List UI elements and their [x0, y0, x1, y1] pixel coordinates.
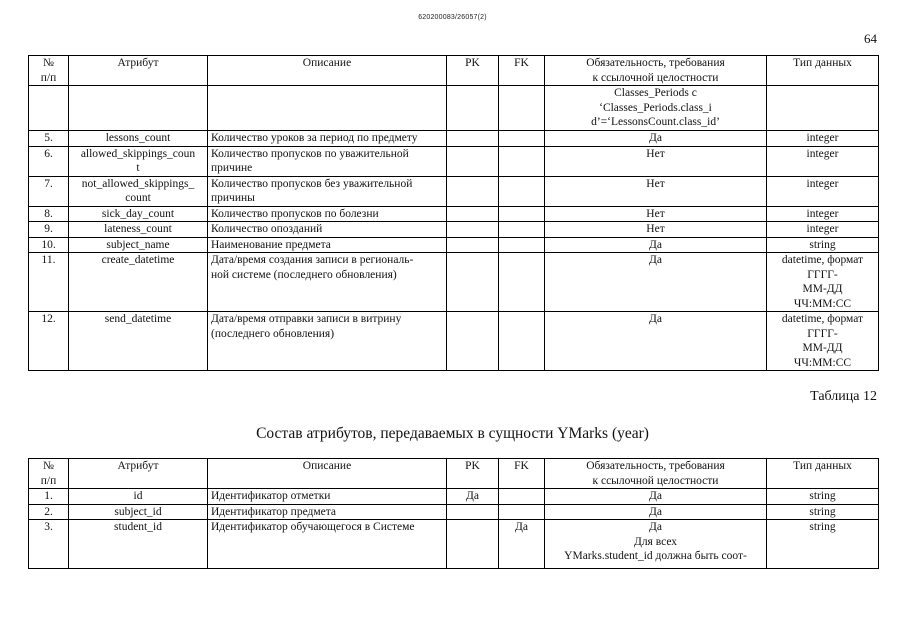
data-type: integer	[767, 131, 879, 147]
fk-cell	[499, 312, 545, 371]
header-attribute: Атрибут	[69, 56, 208, 86]
table-row	[29, 131, 879, 147]
required-cell: Да	[545, 504, 767, 520]
header-pk: PK	[447, 56, 499, 86]
pk-cell	[447, 176, 499, 206]
table-row	[29, 146, 879, 176]
fk-cell	[499, 206, 545, 222]
table-caption: Состав атрибутов, передаваемых в сущности YMarks (year)	[256, 425, 649, 442]
row-number: 2.	[29, 504, 69, 520]
fk-cell	[499, 222, 545, 238]
row-number: 1.	[29, 489, 69, 505]
fk-cell	[499, 131, 545, 147]
header-attribute: Атрибут	[69, 459, 208, 489]
fk-cell: Да	[499, 520, 545, 569]
pk-cell	[447, 206, 499, 222]
data-type: string	[767, 237, 879, 253]
required-cell: Да Для всех YMarks.student_id должна быть соот-	[545, 520, 767, 569]
attribute-name: not_allowed_skippings_ count	[69, 176, 208, 206]
attribute-description: Дата/время создания записи в региональ- ной системе (последнего обновления)	[208, 253, 447, 312]
required-cell: Нет	[545, 146, 767, 176]
row-number: 10.	[29, 237, 69, 253]
header-data-type: Тип данных	[767, 459, 879, 489]
attribute-description: Количество опозданий	[208, 222, 447, 238]
attribute-name: allowed_skippings_coun t	[69, 146, 208, 176]
data-type: datetime, формат ГГГГ- ММ-ДД ЧЧ:ММ:СС	[767, 312, 879, 371]
attribute-description: Количество пропусков по болезни	[208, 206, 447, 222]
table-row	[29, 206, 879, 222]
data-type: integer	[767, 176, 879, 206]
pk-cell	[447, 131, 499, 147]
attribute-description: Идентификатор предмета	[208, 504, 447, 520]
attribute-description: Идентификатор обучающегося в Системе	[208, 520, 447, 569]
data-type: integer	[767, 146, 879, 176]
pk-cell	[447, 237, 499, 253]
table-row	[29, 489, 879, 505]
header-description: Описание	[208, 459, 447, 489]
attribute-name: subject_id	[69, 504, 208, 520]
attributes-table-continued	[28, 55, 879, 371]
required-cell: Нет	[545, 176, 767, 206]
table-row	[29, 504, 879, 520]
attribute-name: send_datetime	[69, 312, 208, 371]
required-cell: Нет	[545, 222, 767, 238]
table-row	[29, 222, 879, 238]
data-type: datetime, формат ГГГГ- ММ-ДД ЧЧ:ММ:СС	[767, 253, 879, 312]
fk-cell	[499, 489, 545, 505]
attribute-name: sick_day_count	[69, 206, 208, 222]
attribute-name: subject_name	[69, 237, 208, 253]
row-number: 9.	[29, 222, 69, 238]
header-required: Обязательность, требования к ссылочной целостности	[545, 459, 767, 489]
row-number: 7.	[29, 176, 69, 206]
attribute-name: student_id	[69, 520, 208, 569]
attribute-description: Количество уроков за период по предмету	[208, 131, 447, 147]
attribute-description: Наименование предмета	[208, 237, 447, 253]
header-pk: PK	[447, 459, 499, 489]
attribute-name: id	[69, 489, 208, 505]
ymarks-attributes-table	[28, 458, 879, 569]
attribute-description: Идентификатор отметки	[208, 489, 447, 505]
row-number: 11.	[29, 253, 69, 312]
row-number: 5.	[29, 131, 69, 147]
table-header-row	[29, 56, 879, 86]
table-header-row	[29, 459, 879, 489]
data-type: string	[767, 504, 879, 520]
row-number: 6.	[29, 146, 69, 176]
attribute-description: Количество пропусков по уважительной причине	[208, 146, 447, 176]
continuation-integrity-text: Classes_Periods с ‘Classes_Periods.class_i d’=‘LessonsCount.class_id’	[545, 86, 767, 131]
fk-cell	[499, 237, 545, 253]
attribute-description: Количество пропусков без уважительной причины	[208, 176, 447, 206]
page-number: 64	[864, 31, 877, 46]
row-number: 3.	[29, 520, 69, 569]
fk-cell	[499, 146, 545, 176]
required-cell: Нет	[545, 206, 767, 222]
required-cell: Да	[545, 131, 767, 147]
header-required: Обязательность, требования к ссылочной целостности	[545, 56, 767, 86]
required-cell: Да	[545, 253, 767, 312]
pk-cell	[447, 312, 499, 371]
data-type: integer	[767, 222, 879, 238]
pk-cell	[447, 504, 499, 520]
header-fk: FK	[499, 56, 545, 86]
row-number: 12.	[29, 312, 69, 371]
table-row	[29, 237, 879, 253]
fk-cell	[499, 253, 545, 312]
required-cell: Да	[545, 489, 767, 505]
table-label: Таблица 12	[810, 389, 877, 404]
table-row	[29, 312, 879, 371]
pk-cell	[447, 146, 499, 176]
required-cell: Да	[545, 312, 767, 371]
table-row	[29, 176, 879, 206]
header-data-type: Тип данных	[767, 56, 879, 86]
header-number: № п/п	[29, 459, 69, 489]
table-row	[29, 253, 879, 312]
continuation-row	[29, 86, 879, 131]
header-description: Описание	[208, 56, 447, 86]
document-id: 620200083/26057(2)	[418, 14, 487, 21]
data-type: string	[767, 489, 879, 505]
table-row	[29, 520, 879, 569]
attribute-name: lessons_count	[69, 131, 208, 147]
pk-cell	[447, 520, 499, 569]
pk-cell	[447, 253, 499, 312]
data-type: integer	[767, 206, 879, 222]
pk-cell: Да	[447, 489, 499, 505]
header-number: № п/п	[29, 56, 69, 86]
fk-cell	[499, 176, 545, 206]
pk-cell	[447, 222, 499, 238]
data-type: string	[767, 520, 879, 569]
attribute-name: lateness_count	[69, 222, 208, 238]
attribute-name: create_datetime	[69, 253, 208, 312]
header-fk: FK	[499, 459, 545, 489]
required-cell: Да	[545, 237, 767, 253]
fk-cell	[499, 504, 545, 520]
row-number: 8.	[29, 206, 69, 222]
attribute-description: Дата/время отправки записи в витрину (последнего обновления)	[208, 312, 447, 371]
